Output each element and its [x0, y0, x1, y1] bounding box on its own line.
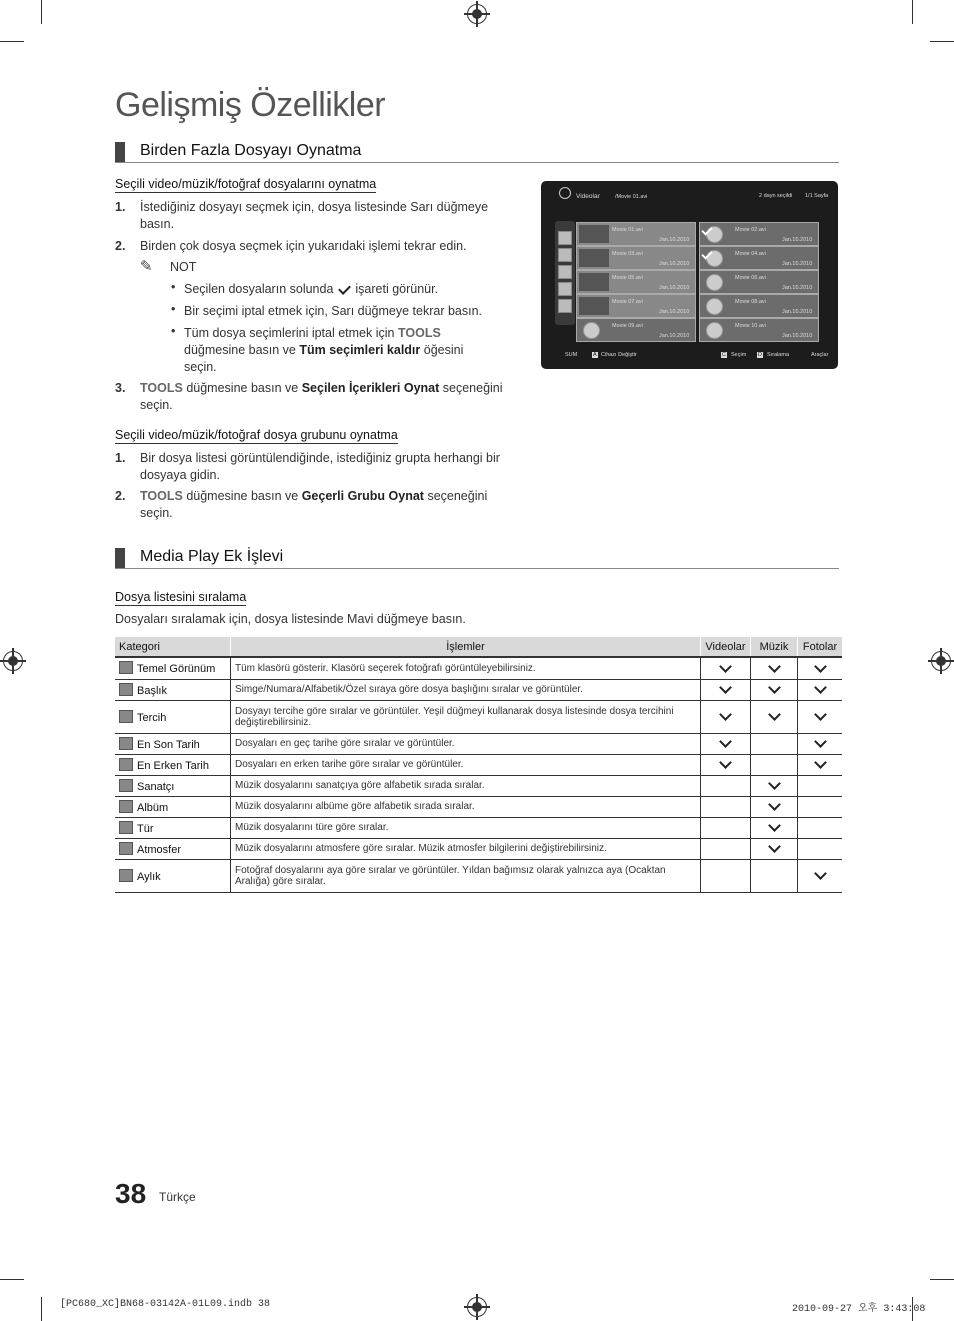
check-chevron-icon [814, 756, 827, 769]
preference-star-icon [119, 710, 133, 723]
step-text: Birden çok dosya seçmek için yukarıdaki işlemi tekrar edin. [140, 239, 467, 253]
media-play-logo-icon [559, 187, 571, 199]
check-chevron-icon [719, 756, 732, 769]
step-number: 1. [115, 451, 126, 465]
table-row: En Son Tarih Dosyaları en geç tarihe göre sıralar ve görüntüler. [115, 733, 842, 754]
check-chevron-icon [768, 708, 781, 721]
sort-preference-icon[interactable] [558, 299, 572, 313]
table-row: Albüm Müzik dosyalarını albüme göre alfabetik sırada sıralar. [115, 796, 842, 817]
registration-mark-icon [3, 651, 23, 671]
intro-text: Dosyaları sıralamak için, dosya listesinde Mavi düğmeye basın. [115, 612, 466, 626]
media-play-screen [541, 181, 838, 369]
monthly-calendar-icon [119, 869, 133, 882]
check-chevron-icon [768, 840, 781, 853]
bullet-icon: • [171, 280, 176, 294]
section-heading-multiple-files [115, 142, 839, 163]
file-tile[interactable]: Movie 07.avi Jan.10.2010 [576, 294, 696, 318]
step-number: 2. [115, 239, 126, 253]
check-chevron-icon [768, 681, 781, 694]
col-header: Müzik [751, 637, 798, 657]
film-reel-icon [706, 274, 723, 291]
sort-title-icon[interactable] [558, 248, 572, 262]
check-chevron-icon [768, 819, 781, 832]
note-item: Seçilen dosyaların solunda işareti görünür. [184, 282, 439, 296]
mood-icon [119, 842, 133, 855]
col-header: Kategori [115, 637, 231, 657]
select-button[interactable]: Seçim [731, 352, 747, 358]
album-icon [119, 800, 133, 813]
note-item: Tüm dosya seçimlerini iptal etmek için TOOLS düğmesine basın ve Tüm seçimleri kaldır öğesini seçin. [184, 326, 464, 374]
file-tile[interactable]: Movie 02.avi Jan.10.2010 [699, 222, 819, 246]
sort-latest-icon[interactable] [558, 265, 572, 279]
step-number: 1. [115, 200, 126, 214]
file-tile[interactable]: Movie 08.avi Jan.10.2010 [699, 294, 819, 318]
calendar-latest-icon [119, 737, 133, 750]
step-text: İstediğiniz dosyayı seçmek için, dosya listesinde Sarı düğmeye basın. [140, 200, 489, 231]
col-header: Fotolar [798, 637, 843, 657]
file-tile[interactable]: Movie 01.avi Jan.10.2010 [576, 222, 696, 246]
registration-mark-icon [467, 4, 487, 24]
table-row: En Erken Tarih Dosyaları en erken tarihe göre sıralar ve görüntüler. [115, 754, 842, 775]
check-chevron-icon [719, 681, 732, 694]
check-chevron-icon [814, 867, 827, 880]
registration-mark-icon [931, 651, 951, 671]
page-title: Gelişmiş Özellikler [115, 86, 386, 124]
col-header: Videolar [701, 637, 751, 657]
check-chevron-icon [814, 735, 827, 748]
check-chevron-icon [814, 660, 827, 673]
sum-label: SUM [565, 352, 578, 358]
screen-title: Videolar [576, 193, 600, 200]
check-chevron-icon [768, 798, 781, 811]
subsection-heading: Seçili video/müzik/fotoğraf dosyalarını oynatma [115, 177, 377, 191]
checkmark-icon [338, 282, 351, 295]
print-footer-date: 2010-09-27 오후 3:43:08 [792, 1304, 926, 1315]
step-text: TOOLS düğmesine basın ve Seçilen İçerikleri Oynat seçeneğini seçin. [140, 381, 503, 412]
check-chevron-icon [768, 777, 781, 790]
film-reel-icon [706, 298, 723, 315]
d-key: D [758, 352, 762, 358]
c-key: C [722, 352, 726, 358]
check-chevron-icon [719, 660, 732, 673]
screen-path: /Movie 01.avi [615, 194, 648, 200]
check-chevron-icon [768, 660, 781, 673]
a-key: A [593, 352, 597, 358]
check-chevron-icon [814, 708, 827, 721]
table-row: Tercih Dosyayı tercihe göre sıralar ve görüntüler. Yeşil düğmeyi kullanarak dosya listesinde dosya tercihini değiştirebilirsiniz. [115, 700, 842, 733]
section-title: Birden Fazla Dosyayı Oynatma [140, 142, 362, 159]
table-row: Aylık Fotoğraf dosyalarını aya göre sıralar ve görüntüler. Yıldan bağımsız olarak yalnızca aya (Ocaktan Aralığa) göre sıralar. [115, 859, 842, 892]
table-row: Atmosfer Müzik dosyalarını atmosfere göre sıralar. Müzik atmosfer bilgilerini değiştirebilirsiniz. [115, 838, 842, 859]
step-number: 2. [115, 489, 126, 503]
section-title: Media Play Ek İşlevi [140, 548, 284, 565]
film-reel-icon [706, 322, 723, 339]
table-row: Temel Görünüm Tüm klasörü gösterir. Klasörü seçerek fotoğrafı görüntüleyebilirsiniz. [115, 657, 842, 679]
section-heading-media-play [115, 548, 839, 569]
note-item: Bir seçimi iptal etmek için, Sarı düğmeye tekrar basın. [184, 304, 483, 318]
sort-earliest-icon[interactable] [558, 282, 572, 296]
page-number: 38 [115, 1178, 147, 1209]
file-tile[interactable]: Movie 10.avi Jan.10.2010 [699, 318, 819, 342]
page-indicator: 1/1 Sayfa [805, 193, 829, 199]
file-tile[interactable]: Movie 04.avi Jan.10.2010 [699, 246, 819, 270]
check-chevron-icon [719, 735, 732, 748]
subsection-heading: Dosya listesini sıralama [115, 590, 247, 604]
film-reel-icon [583, 322, 600, 339]
subsection-heading: Seçili video/müzik/fotoğraf dosya grubunu oynatma [115, 428, 398, 442]
bullet-icon: • [171, 302, 176, 316]
table-row: Başlık Simge/Numara/Alfabetik/Özel sıraya göre dosya başlığını sıralar ve görüntüler. [115, 679, 842, 700]
file-tile[interactable]: Movie 09.avi Jan.10.2010 [576, 318, 696, 342]
step-text: Bir dosya listesi görüntülendiğinde, istediğiniz grupta herhangi bir dosyaya gidin. [140, 451, 500, 482]
note-label: NOT [170, 260, 197, 274]
bullet-icon: • [171, 324, 176, 338]
step-number: 3. [115, 381, 126, 395]
selected-count: 2 dayn seçildi [759, 193, 793, 199]
genre-icon [119, 821, 133, 834]
check-chevron-icon [814, 681, 827, 694]
table-row: Tür Müzik dosyalarını türe göre sıralar. [115, 817, 842, 838]
file-tile[interactable]: Movie 05.avi Jan.10.2010 [576, 270, 696, 294]
sort-button[interactable]: Sıralama [767, 352, 790, 358]
tools-button[interactable]: Araçlar [811, 352, 829, 358]
artist-icon [119, 779, 133, 792]
change-device-button[interactable]: Cihazı Değiştir [601, 352, 637, 358]
step-text: TOOLS düğmesine basın ve Geçerli Grubu Oynat seçeneğini seçin. [140, 489, 488, 520]
check-chevron-icon [719, 708, 732, 721]
print-footer-file: [PC680_XC]BN68-03142A-01L09.indb 38 [60, 1299, 271, 1310]
col-header: İşlemler [231, 637, 701, 657]
table-row: Sanatçı Müzik dosyalarını sanatçıya göre alfabetik sırada sıralar. [115, 775, 842, 796]
file-tile[interactable]: Movie 03.avi Jan.10.2010 [576, 246, 696, 270]
sort-options-table [115, 637, 842, 893]
registration-mark-icon [467, 1297, 487, 1317]
note-pencil-icon: ✎ [140, 258, 153, 275]
page-language: Türkçe [159, 1190, 196, 1204]
basic-view-icon [119, 661, 133, 674]
calendar-earliest-icon [119, 758, 133, 771]
title-icon [119, 683, 133, 696]
sort-basic-view-icon[interactable] [558, 231, 572, 245]
file-tile[interactable]: Movie 06.avi Jan.10.2010 [699, 270, 819, 294]
